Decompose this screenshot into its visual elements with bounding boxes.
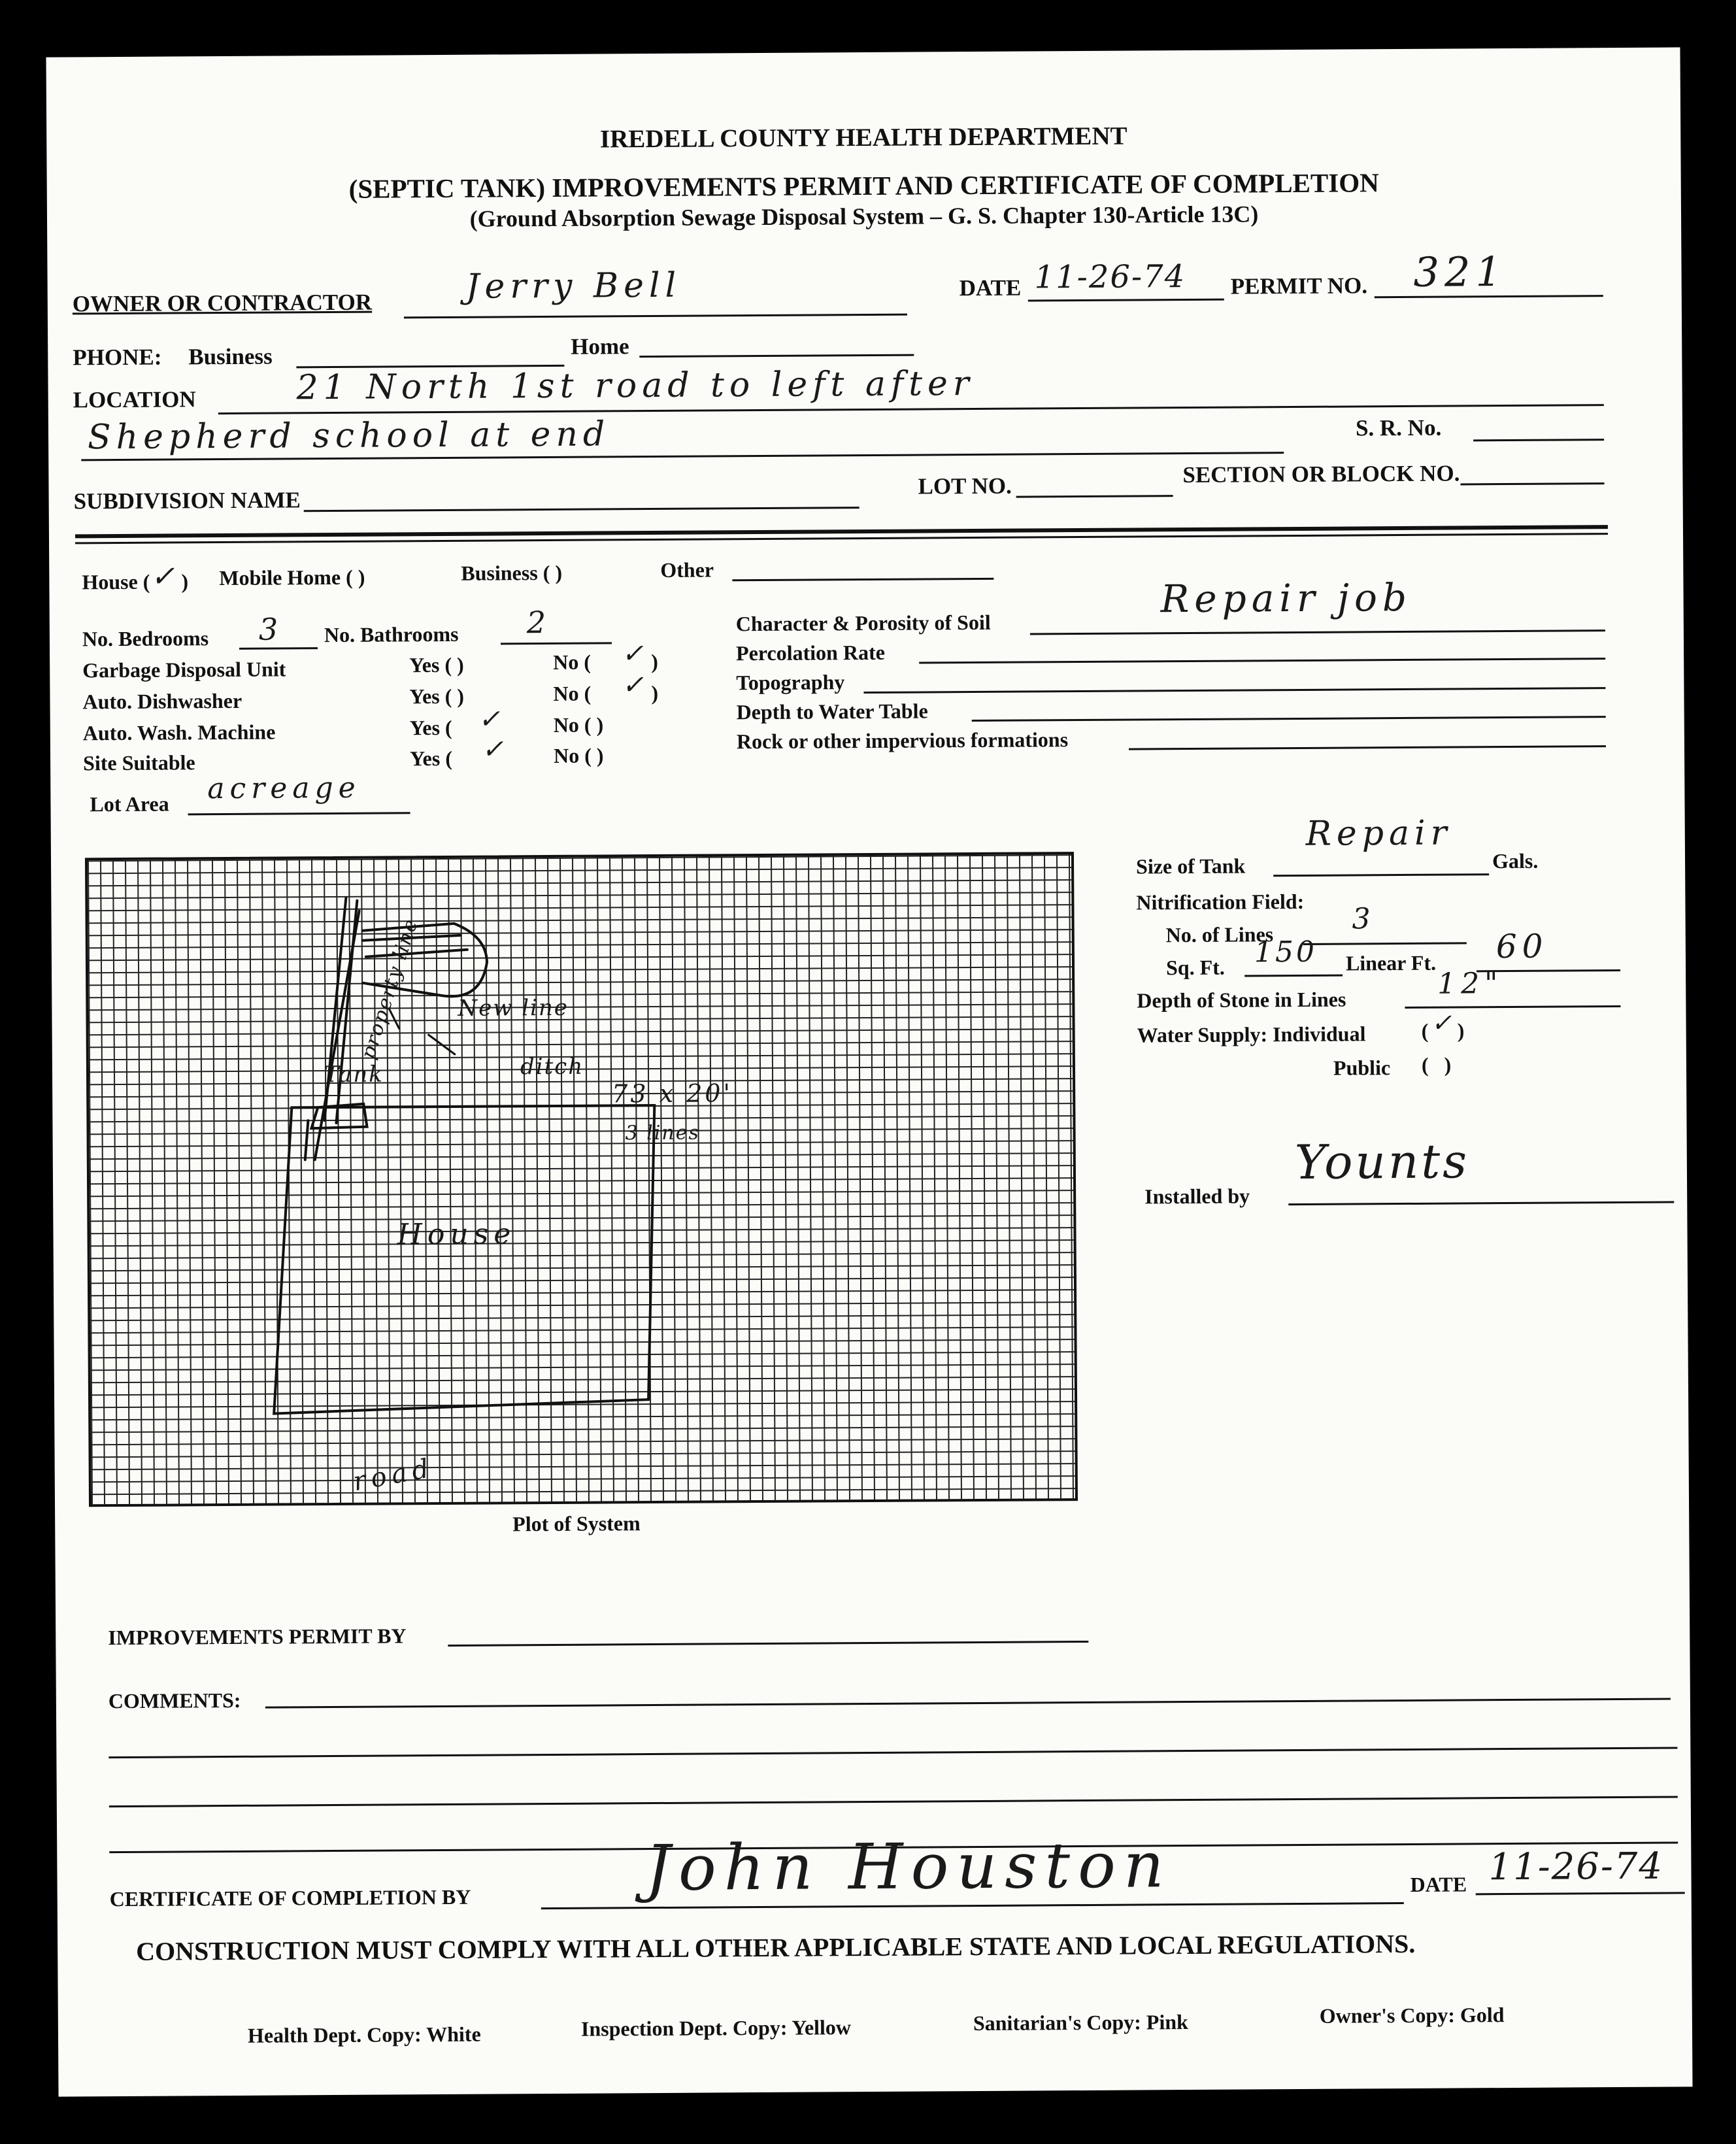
lot-no-label: LOT NO. [918,473,1012,499]
garbage-disposal-label: Garbage Disposal Unit [82,657,286,682]
tank-size-value: Repair [1305,813,1452,854]
property-line-note: property line [356,915,424,1062]
location-line1: 21 North 1st road to left after [296,363,975,408]
installed-by-label: Installed by [1144,1184,1250,1209]
location-line2: Shepherd school at end [87,414,610,458]
garbage-no-check: ✓ [621,639,649,669]
form-title: (SEPTIC TANK) IMPROVEMENTS PERMIT AND CERTIFICATE OF COMPLETION [348,167,1379,204]
date-value: 11-26-74 [1034,258,1186,296]
linear-ft-label: Linear Ft. [1345,950,1437,975]
water-individual-check: ✓ [1431,1008,1458,1037]
water-supply-label: Water Supply: Individual [1137,1022,1366,1047]
percolation-label: Percolation Rate [735,640,885,665]
nitrification-label: Nitrification Field: [1136,889,1305,914]
house-outline [272,1105,656,1414]
gals-label: Gals. [1492,848,1539,873]
soil-character-value: Repair job [1160,575,1412,622]
house-label: House ( [82,569,150,594]
tank-size-label: Size of Tank [1135,854,1246,879]
other-label: Other [660,558,714,582]
bedrooms-value: 3 [258,611,284,647]
dishwasher-label: Auto. Dishwasher [82,688,242,714]
certificate-date-label: DATE [1410,1872,1467,1896]
sqft-value: 150 [1254,935,1318,969]
site-suitable-label: Site Suitable [82,750,195,775]
new-line-note: New line [458,994,569,1022]
owner-label: OWNER OR CONTRACTOR [72,289,373,317]
lines-value: 3 [1352,902,1376,936]
plot-sketch [88,854,1075,1504]
business-type-label: Business ( ) [461,560,563,585]
lines-note: 3 lines [625,1121,700,1145]
water-table-label: Depth to Water Table [736,699,928,724]
date-label: DATE [959,275,1022,301]
location-label: LOCATION [73,386,196,413]
phone-label: PHONE: [73,344,162,371]
section-block-label: SECTION OR BLOCK NO. [1182,460,1460,488]
permit-by-label: IMPROVEMENTS PERMIT BY [108,1624,407,1650]
section-divider [75,525,1608,538]
copy-sanitarian: Sanitarian's Copy: Pink [973,2010,1188,2035]
bathrooms-value: 2 [526,604,552,641]
compliance-notice: CONSTRUCTION MUST COMPLY WITH ALL OTHER APPLICABLE STATE AND LOCAL REGULATIONS. [136,1928,1416,1966]
sqft-label: Sq. Ft. [1165,955,1225,980]
lot-area-value: acreage [207,771,361,806]
copy-health-dept: Health Dept. Copy: White [247,2022,481,2047]
lot-area-label: Lot Area [90,792,169,816]
subdivision-label: SUBDIVISION NAME [73,487,301,514]
copy-inspection-dept: Inspection Dept. Copy: Yellow [580,2015,852,2041]
dimensions-note: 73 x 20' [612,1079,733,1109]
plot-grid [85,852,1078,1507]
bedrooms-label: No. Bedrooms [82,626,209,651]
certificate-signature: John Houston [645,1828,1173,1905]
form-subtitle: (Ground Absorption Sewage Disposal System – G. S. Chapter 130-Article 13C) [469,201,1259,232]
phone-business-label: Business [188,343,273,370]
certificate-date-value: 11-26-74 [1488,1845,1664,1889]
soil-character-label: Character & Porosity of Soil [735,610,991,636]
lines-label: No. of Lines [1165,922,1274,947]
plot-caption: Plot of System [512,1511,641,1536]
bathrooms-label: No. Bathrooms [324,622,459,647]
phone-home-label: Home [571,333,629,360]
installed-by-value: Younts [1294,1133,1470,1190]
owner-value: Jerry Bell [465,265,682,307]
topography-label: Topography [736,670,845,695]
tank-note: Tank [324,1061,384,1088]
stone-depth-label: Depth of Stone in Lines [1137,987,1346,1013]
dishwasher-no-check: ✓ [622,670,650,701]
certificate-label: CERTIFICATE OF COMPLETION BY [109,1884,471,1911]
house-check: ✓ [150,560,180,594]
permit-label: PERMIT NO. [1230,273,1368,299]
site-suitable-yes-check: ✓ [481,734,509,765]
permit-form: IREDELL COUNTY HEALTH DEPARTMENT (SEPTIC TANK) IMPROVEMENTS PERMIT AND CERTIFICATE OF COMPLETION (Ground Absorption Sewage Disposal System – G. S. Chapter 130-Article 13C) OWNER OR CONTRACTOR Jerry Bell DATE 11-26-74 PERMIT NO. 321 PHONE: Business Home LOCATION 21 North 1st road to left after Shepherd school at end S. R. No. SUBDIVISION NAME LOT NO. SECTION OR BLOCK NO. House ( ✓ ) Mobile Home ( ) Business ( ) Other No. Bedrooms 3 No. Bathrooms 2 Garbage Disposal Unit Yes ( ) No ( ✓ ) Auto. Dishwasher Yes ( ) No ( ✓ ) Auto. Wash. Machine Yes ( ✓ No ( ) Site Suitable Yes ( ✓ No ( ) Lot Area acreage Character & Porosity of Soil Repair job Percolation Rate Topography Depth to Water Table Rock or other impervious formations property line New line Tank ditch 73 x 20' 3 lines House road Plot of System Size of Tank Repair Gals. Nitrification Field: No. of Lines 3 Sq. Ft. 150 Linear Ft. 60 Depth of Stone in Lines 12" Water Supply: Individual ( ✓ ) Public ( ) Installed by Younts IMPROVEMENTS PERMIT BY COMMENTS: CERTIFICATE OF COMPLETION BY John Houston DATE 11-26-74 CONSTRUCTION MUST COMPLY WITH ALL OTHER APPLICABLE STATE AND LOCAL REGULATIONS. Health Dept. Copy: White Inspection Dept. Copy: Yellow Sanitarian's Copy: Pink Owner's Copy: Gold [46,47,1692,2096]
stone-depth-value: 12" [1437,967,1503,1001]
rock-formations-label: Rock or other impervious formations [736,728,1069,754]
permit-value: 321 [1413,248,1507,296]
mobile-home-label: Mobile Home ( ) [219,565,365,590]
agency-title: IREDELL COUNTY HEALTH DEPARTMENT [599,122,1127,154]
ditch-note: ditch [520,1053,584,1080]
wash-machine-label: Auto. Wash. Machine [82,720,276,745]
wash-machine-yes-check: ✓ [478,704,506,735]
linear-ft-value: 60 [1495,927,1548,966]
house-note: House [397,1217,516,1252]
copy-owner: Owner's Copy: Gold [1319,2003,1505,2028]
sr-no-label: S. R. No. [1355,414,1442,441]
public-label: Public [1333,1056,1391,1080]
road-note: road [350,1452,437,1498]
comments-label: COMMENTS: [108,1688,241,1713]
